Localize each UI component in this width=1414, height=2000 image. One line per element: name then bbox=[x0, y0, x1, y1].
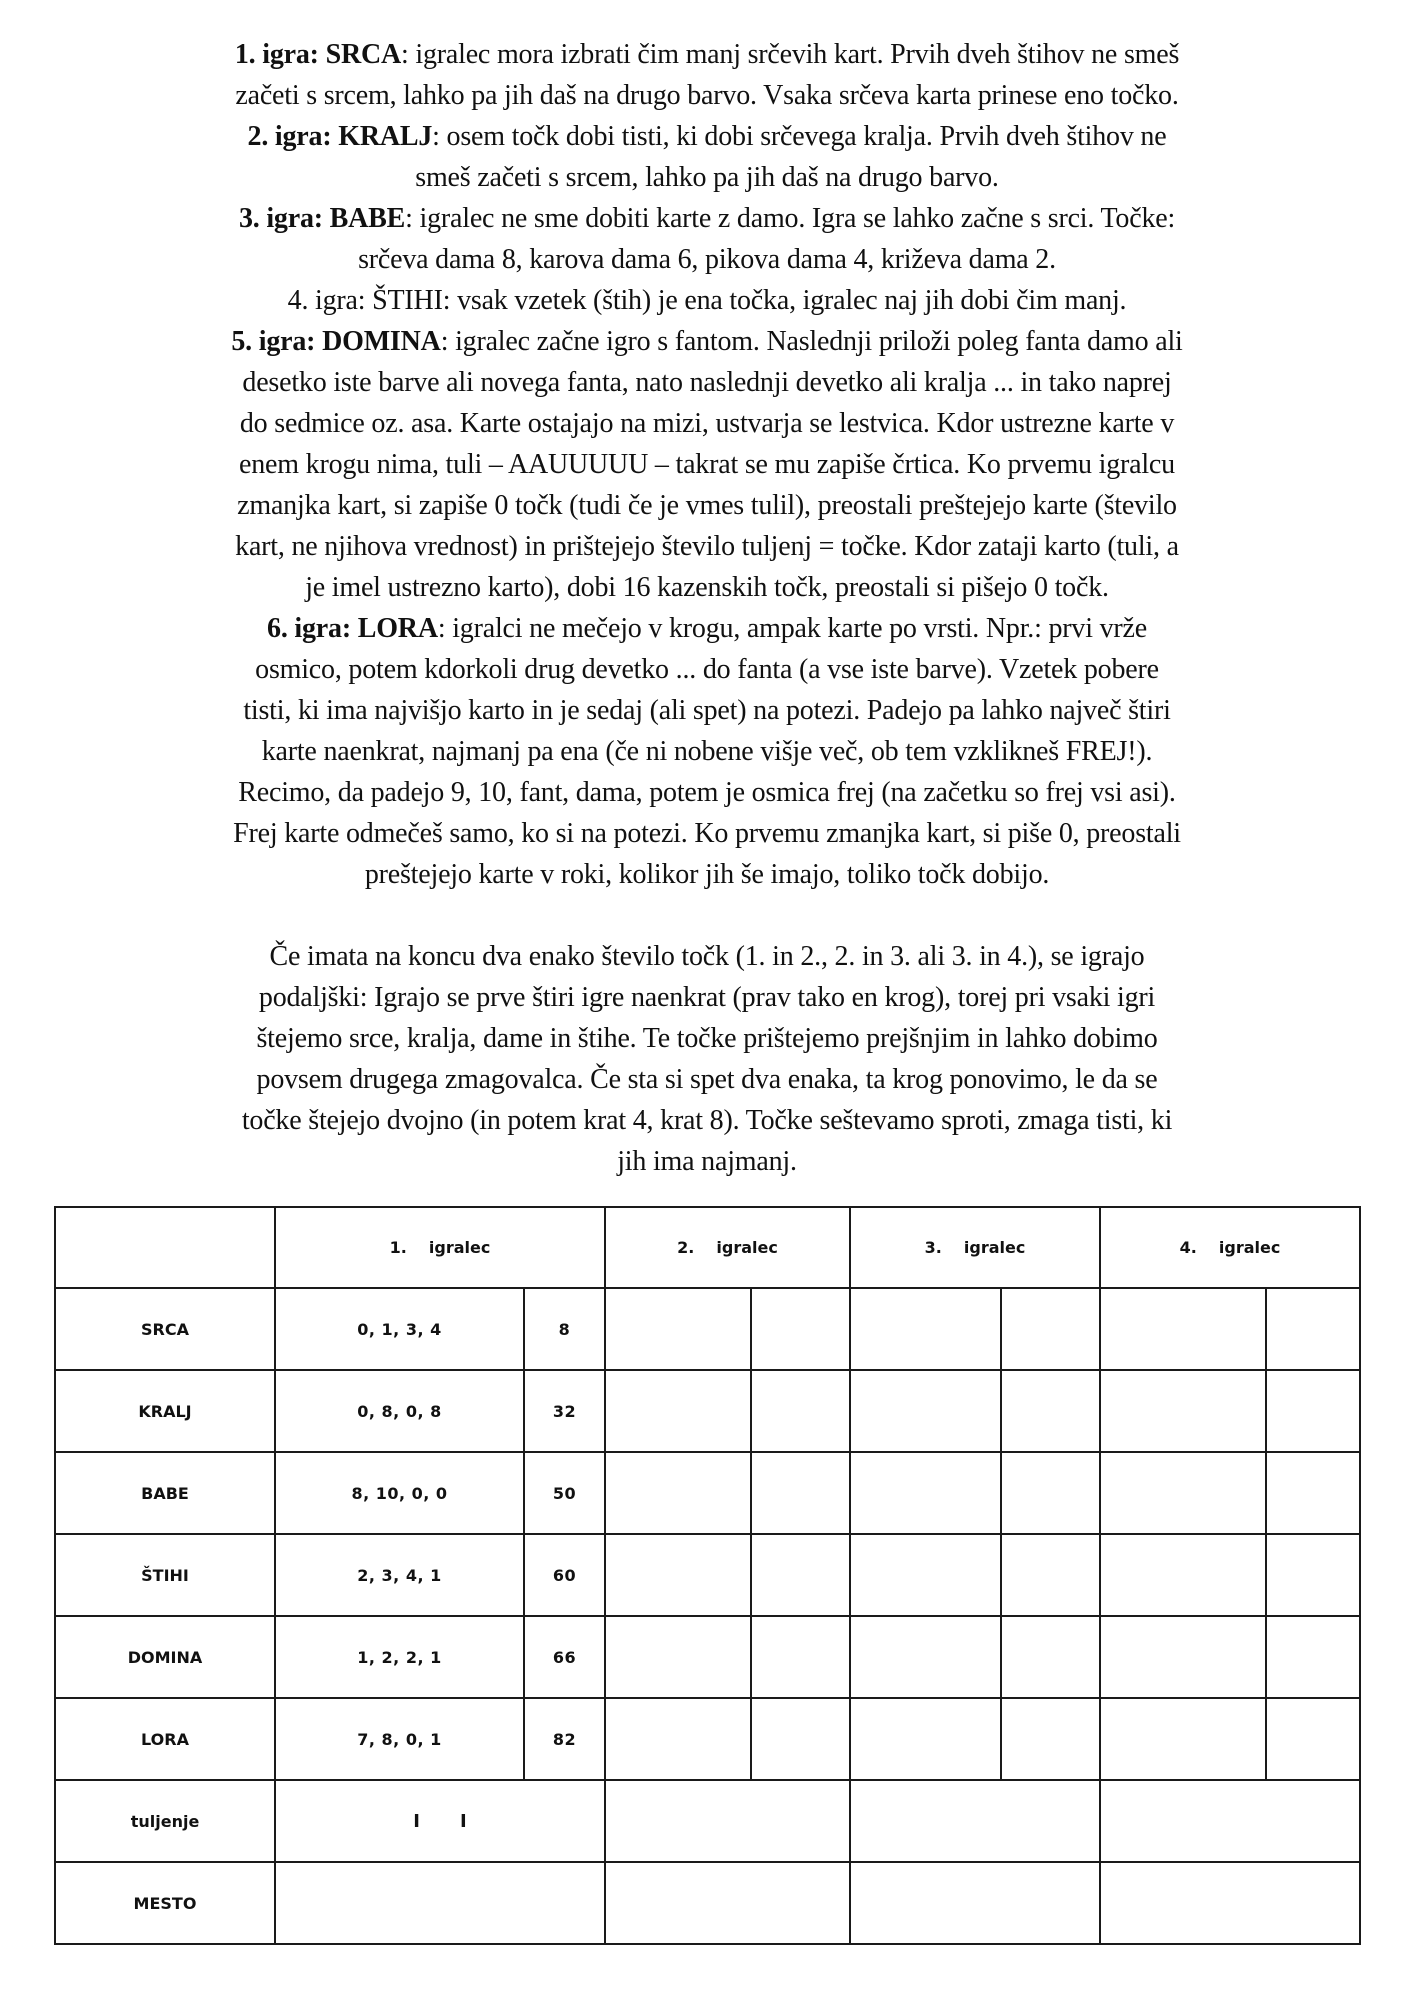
rule-line bbox=[40, 854, 1374, 895]
p3-total-cell[interactable] bbox=[1001, 1452, 1100, 1534]
p1-total-cell[interactable]: 50 bbox=[524, 1452, 605, 1534]
p4-mesto-cell[interactable] bbox=[1100, 1862, 1360, 1944]
p2-detail-cell[interactable] bbox=[605, 1370, 751, 1452]
p4-detail-cell[interactable] bbox=[1100, 1698, 1266, 1780]
p3-total-cell[interactable] bbox=[1001, 1534, 1100, 1616]
p3-detail-cell[interactable] bbox=[850, 1370, 1001, 1452]
scoresheet-table bbox=[54, 1206, 1361, 1945]
rule-line bbox=[40, 444, 1374, 485]
p3-total-cell[interactable] bbox=[1001, 1616, 1100, 1698]
p2-tuljenje-cell[interactable] bbox=[605, 1780, 850, 1862]
p2-total-cell[interactable] bbox=[751, 1370, 850, 1452]
p2-total-cell[interactable] bbox=[751, 1698, 850, 1780]
p1-total-cell[interactable]: 32 bbox=[524, 1370, 605, 1452]
rule-text: : igralec začne igro s fantom. Naslednji priloži poleg fanta damo ali bbox=[440, 326, 1183, 357]
rules-paragraph-games bbox=[40, 34, 1374, 895]
p1-detail-cell[interactable]: 2, 3, 4, 1 bbox=[275, 1534, 524, 1616]
p2-detail-cell[interactable] bbox=[605, 1288, 751, 1370]
p4-total-cell[interactable] bbox=[1266, 1288, 1360, 1370]
p4-detail-cell[interactable] bbox=[1100, 1452, 1266, 1534]
rule-text: Frej karte odmečeš samo, ko si na potezi. Ko prvemu zmanjka kart, si piše 0, preostali bbox=[233, 818, 1181, 849]
rule-text-stihi: 4. igra: ŠTIHI: vsak vzetek (štih) je ena točka, igralec naj jih dobi čim manj. bbox=[287, 285, 1127, 316]
game-label: SRCA bbox=[55, 1288, 275, 1370]
p2-mesto-cell[interactable] bbox=[605, 1862, 850, 1944]
rule-line bbox=[40, 34, 1374, 75]
p3-total-cell[interactable] bbox=[1001, 1370, 1100, 1452]
p1-detail-cell[interactable]: 7, 8, 0, 1 bbox=[275, 1698, 524, 1780]
game-label: ŠTIHI bbox=[55, 1534, 275, 1616]
p1-detail-cell[interactable]: 0, 1, 3, 4 bbox=[275, 1288, 524, 1370]
player-label: igralec bbox=[1218, 1238, 1281, 1257]
player-number: 3. bbox=[924, 1238, 942, 1257]
rule-text: preštejejo karte v roki, kolikor jih še imajo, toliko točk dobijo. bbox=[364, 859, 1050, 890]
table-row-mesto bbox=[55, 1862, 1360, 1944]
rule-line bbox=[40, 280, 1374, 321]
player-1-header bbox=[275, 1207, 605, 1288]
p4-detail-cell[interactable] bbox=[1100, 1616, 1266, 1698]
p4-total-cell[interactable] bbox=[1266, 1452, 1360, 1534]
p1-total-cell[interactable]: 66 bbox=[524, 1616, 605, 1698]
p1-detail-cell[interactable]: 8, 10, 0, 0 bbox=[275, 1452, 524, 1534]
header-row bbox=[55, 1207, 1360, 1288]
rule-line bbox=[40, 362, 1374, 403]
player-3-header bbox=[850, 1207, 1100, 1288]
rule-text: desetko iste barve ali novega fanta, nato naslednji devetko ali kralja ... in tako naprej bbox=[242, 367, 1172, 398]
p1-total-cell[interactable]: 82 bbox=[524, 1698, 605, 1780]
rule-text: kart, ne njihova vrednost) in prištejejo število tuljenj = točke. Kdor zataji karto (tuli, a bbox=[235, 531, 1179, 562]
p1-detail-cell[interactable]: 1, 2, 2, 1 bbox=[275, 1616, 524, 1698]
table-row-kralj bbox=[55, 1370, 1360, 1452]
paragraph-spacer bbox=[40, 895, 1374, 936]
rule-text: enem krogu nima, tuli – AAUUUUU – takrat se mu zapiše črtica. Ko prvemu igralcu bbox=[239, 449, 1175, 480]
player-label: igralec bbox=[716, 1238, 778, 1257]
p3-detail-cell[interactable] bbox=[850, 1452, 1001, 1534]
p1-mesto-cell[interactable] bbox=[275, 1862, 605, 1944]
p4-detail-cell[interactable] bbox=[1100, 1370, 1266, 1452]
table-row-domina bbox=[55, 1616, 1360, 1698]
rule-text: : osem točk dobi tisti, ki dobi srčevega kralja. Prvih dveh štihov ne bbox=[432, 121, 1167, 152]
rule-line bbox=[40, 772, 1374, 813]
p3-detail-cell[interactable] bbox=[850, 1288, 1001, 1370]
p1-total-cell[interactable]: 8 bbox=[524, 1288, 605, 1370]
rule-line bbox=[40, 731, 1374, 772]
rule-line bbox=[40, 567, 1374, 608]
p4-total-cell[interactable] bbox=[1266, 1698, 1360, 1780]
rule-line bbox=[40, 403, 1374, 444]
mesto-label: MESTO bbox=[55, 1862, 275, 1944]
game-title-domina: 5. igra: DOMINA bbox=[231, 326, 441, 357]
rule-text: : igralci ne mečejo v krogu, ampak karte po vrsti. Npr.: prvi vrže bbox=[437, 613, 1147, 644]
tally-mark: I bbox=[460, 1810, 467, 1832]
rule-line bbox=[40, 239, 1374, 280]
tally-mark: I bbox=[413, 1810, 420, 1832]
tiebreak-line: točke štejejo dvojno (in potem krat 4, krat 8). Točke seštevamo sproti, zmaga tisti, ki bbox=[241, 1105, 1173, 1136]
rule-text: začeti s srcem, lahko pa jih daš na drugo barvo. Vsaka srčeva karta prinese eno točko. bbox=[235, 80, 1179, 111]
p2-total-cell[interactable] bbox=[751, 1534, 850, 1616]
rule-line bbox=[40, 485, 1374, 526]
rule-text: do sedmice oz. asa. Karte ostajajo na mizi, ustvarja se lestvica. Kdor ustrezne karte v bbox=[239, 408, 1175, 439]
rule-line bbox=[40, 608, 1374, 649]
tiebreak-line: jih ima najmanj. bbox=[617, 1146, 797, 1177]
game-label: DOMINA bbox=[55, 1616, 275, 1698]
rules-text bbox=[40, 34, 1374, 1182]
tuljenje-label: tuljenje bbox=[55, 1780, 275, 1862]
player-number: 1. bbox=[389, 1238, 407, 1257]
rule-text: : igralec mora izbrati čim manj srčevih kart. Prvih dveh štihov ne smeš bbox=[401, 39, 1180, 70]
p3-tuljenje-cell[interactable] bbox=[850, 1780, 1100, 1862]
game-title-lora: 6. igra: LORA bbox=[267, 613, 438, 644]
rule-text: zmanjka kart, si zapiše 0 točk (tudi če je vmes tulil), preostali preštejejo karte (število bbox=[237, 490, 1177, 521]
p2-detail-cell[interactable] bbox=[605, 1534, 751, 1616]
rule-text: smeš začeti s srcem, lahko pa jih daš na drugo barvo. bbox=[415, 162, 999, 193]
game-title-srca: 1. igra: SRCA bbox=[234, 39, 402, 70]
rule-line bbox=[40, 157, 1374, 198]
rule-line bbox=[40, 198, 1374, 239]
p1-total-cell[interactable]: 60 bbox=[524, 1534, 605, 1616]
p1-tuljenje-cell[interactable] bbox=[275, 1780, 605, 1862]
p4-tuljenje-cell[interactable] bbox=[1100, 1780, 1360, 1862]
p4-total-cell[interactable] bbox=[1266, 1370, 1360, 1452]
p4-detail-cell[interactable] bbox=[1100, 1534, 1266, 1616]
p4-detail-cell[interactable] bbox=[1100, 1288, 1266, 1370]
p4-total-cell[interactable] bbox=[1266, 1534, 1360, 1616]
game-label: KRALJ bbox=[55, 1370, 275, 1452]
rule-text: osmico, potem kdorkoli drug devetko ... do fanta (a vse iste barve). Vzetek pobere bbox=[255, 654, 1159, 685]
p2-total-cell[interactable] bbox=[751, 1452, 850, 1534]
table-row-srca bbox=[55, 1288, 1360, 1370]
p2-total-cell[interactable] bbox=[751, 1616, 850, 1698]
tiebreak-line: Če imata na koncu dva enako število točk (1. in 2., 2. in 3. ali 3. in 4.), se igrajo bbox=[269, 941, 1145, 972]
player-2-header bbox=[605, 1207, 850, 1288]
rule-text: karte naenkrat, najmanj pa ena (če ni nobene višje več, ob tem vzklikneš FREJ!). bbox=[261, 736, 1153, 767]
game-title-babe: 3. igra: BABE bbox=[238, 203, 406, 234]
rule-text: Recimo, da padejo 9, 10, fant, dama, potem je osmica frej (na začetku so frej vsi asi). bbox=[238, 777, 1176, 808]
p2-detail-cell[interactable] bbox=[605, 1452, 751, 1534]
p3-mesto-cell[interactable] bbox=[850, 1862, 1100, 1944]
tiebreak-line: povsem drugega zmagovalca. Če sta si spet dva enaka, ta krog ponovimo, le da se bbox=[256, 1064, 1158, 1095]
p3-detail-cell[interactable] bbox=[850, 1534, 1001, 1616]
p3-total-cell[interactable] bbox=[1001, 1698, 1100, 1780]
corner-cell bbox=[55, 1207, 275, 1288]
game-label: BABE bbox=[55, 1452, 275, 1534]
rule-line bbox=[40, 526, 1374, 567]
table-row-tuljenje bbox=[55, 1780, 1360, 1862]
rule-line bbox=[40, 690, 1374, 731]
rules-paragraph-tiebreak bbox=[40, 936, 1374, 1182]
player-label: igralec bbox=[428, 1238, 491, 1257]
p4-total-cell[interactable] bbox=[1266, 1616, 1360, 1698]
rule-text: tisti, ki ima najvišjo karto in je sedaj (ali spet) na potezi. Padejo pa lahko največ štiri bbox=[243, 695, 1171, 726]
p2-detail-cell[interactable] bbox=[605, 1616, 751, 1698]
rule-text: srčeva dama 8, karova dama 6, pikova dama 4, križeva dama 2. bbox=[358, 244, 1056, 275]
table-row-babe bbox=[55, 1452, 1360, 1534]
p2-detail-cell[interactable] bbox=[605, 1698, 751, 1780]
p3-total-cell[interactable] bbox=[1001, 1288, 1100, 1370]
player-4-header bbox=[1100, 1207, 1360, 1288]
player-number: 2. bbox=[677, 1238, 695, 1257]
p3-detail-cell[interactable] bbox=[850, 1698, 1001, 1780]
player-number: 4. bbox=[1179, 1238, 1197, 1257]
rule-line bbox=[40, 75, 1374, 116]
rule-line bbox=[40, 321, 1374, 362]
rule-line bbox=[40, 649, 1374, 690]
p2-total-cell[interactable] bbox=[751, 1288, 850, 1370]
rule-line bbox=[40, 813, 1374, 854]
p1-detail-cell[interactable]: 0, 8, 0, 8 bbox=[275, 1370, 524, 1452]
rule-line bbox=[40, 116, 1374, 157]
p3-detail-cell[interactable] bbox=[850, 1616, 1001, 1698]
player-label: igralec bbox=[963, 1238, 1026, 1257]
rule-text: : igralec ne sme dobiti karte z damo. Igra se lahko začne s srci. Točke: bbox=[405, 203, 1176, 234]
game-label: LORA bbox=[55, 1698, 275, 1780]
game-title-kralj: 2. igra: KRALJ bbox=[247, 121, 433, 152]
table-row-stihi bbox=[55, 1534, 1360, 1616]
table-row-lora bbox=[55, 1698, 1360, 1780]
tiebreak-line: podaljški: Igrajo se prve štiri igre naenkrat (prav tako en krog), torej pri vsaki igri bbox=[258, 982, 1156, 1013]
rule-text: je imel ustrezno karto), dobi 16 kazenskih točk, preostali si pišejo 0 točk. bbox=[305, 572, 1109, 603]
tiebreak-line: štejemo srce, kralja, dame in štihe. Te točke prištejemo prejšnjim in lahko dobimo bbox=[256, 1023, 1158, 1054]
